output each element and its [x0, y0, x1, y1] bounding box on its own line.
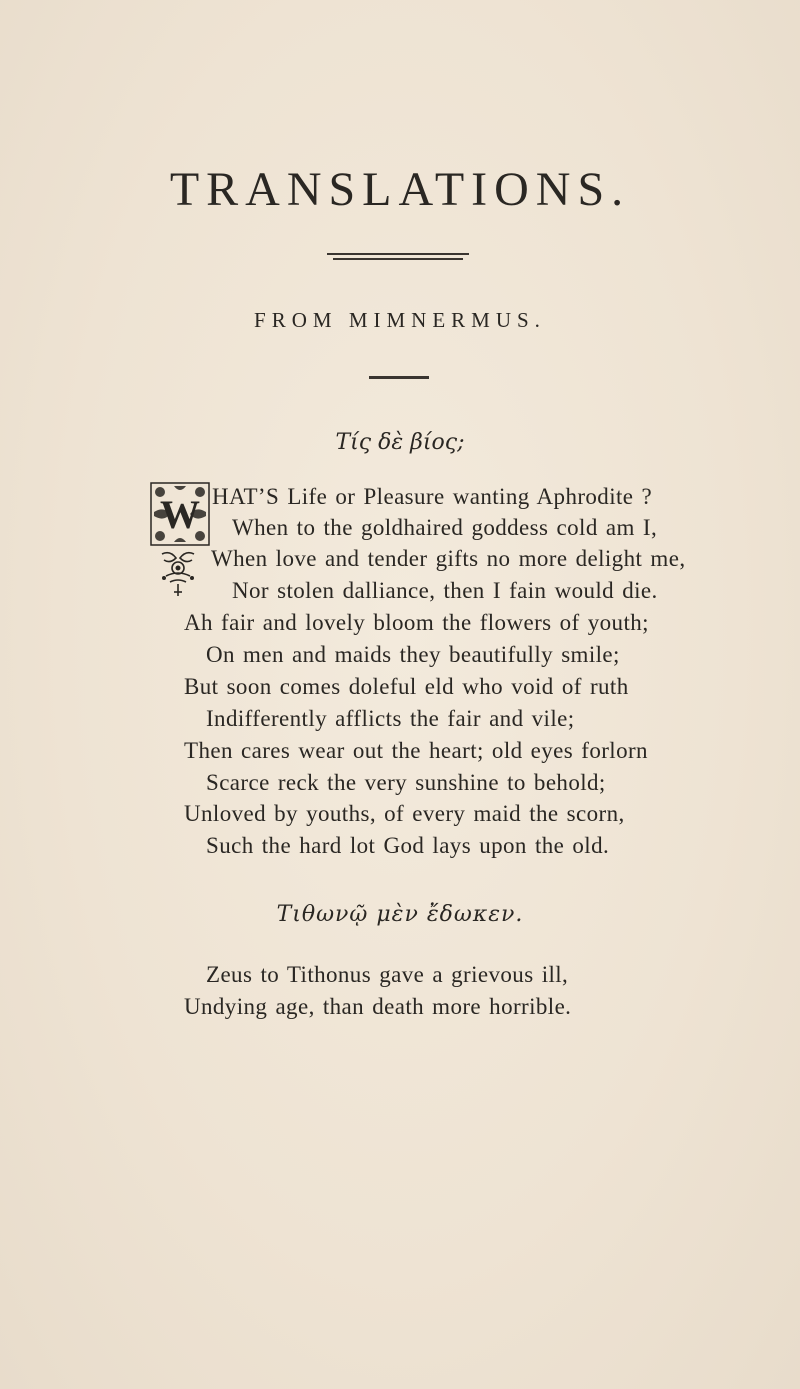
poem-line: Unloved by youths, of every maid the scorn,: [184, 801, 625, 826]
short-rule-divider: [369, 376, 429, 379]
poem-line: HAT’S Life or Pleasure wanting Aphrodite ?: [212, 484, 653, 509]
poem-line: But soon comes doleful eld who void of ruth: [184, 674, 629, 699]
page-title: TRANSLATIONS.: [169, 163, 631, 216]
floral-ornament-icon: [156, 548, 201, 598]
poem-line: On men and maids they beautifully smile;: [206, 642, 620, 667]
poem1-greek-title: Τίς δὲ βίος;: [335, 430, 465, 455]
double-rule-divider: [327, 253, 469, 260]
poem-line: When to the goldhaired goddess cold am I,: [232, 515, 658, 540]
poem-line: Indifferently afflicts the fair and vile;: [206, 706, 575, 731]
poem-line: Then cares wear out the heart; old eyes forlorn: [184, 738, 648, 763]
poem-line: When love and tender gifts no more delight me,: [211, 546, 686, 571]
poem2-greek-title: Τιθωνῷ μὲν ἔδωκεν.: [276, 902, 524, 927]
poem-line: Scarce reck the very sunshine to behold;: [206, 770, 606, 795]
poem-line: Nor stolen dalliance, then I fain would die.: [232, 578, 658, 603]
poem-line: Undying age, than death more horrible.: [184, 994, 572, 1019]
section-subtitle: FROM MIMNERMUS.: [254, 308, 546, 332]
drop-cap-letter: W: [160, 492, 200, 537]
poem-line: Such the hard lot God lays upon the old.: [206, 833, 610, 858]
drop-cap-w-icon: [150, 482, 210, 546]
poem-line: Zeus to Tithonus gave a grievous ill,: [206, 962, 569, 987]
poem-line: Ah fair and lovely bloom the flowers of youth;: [184, 610, 649, 635]
